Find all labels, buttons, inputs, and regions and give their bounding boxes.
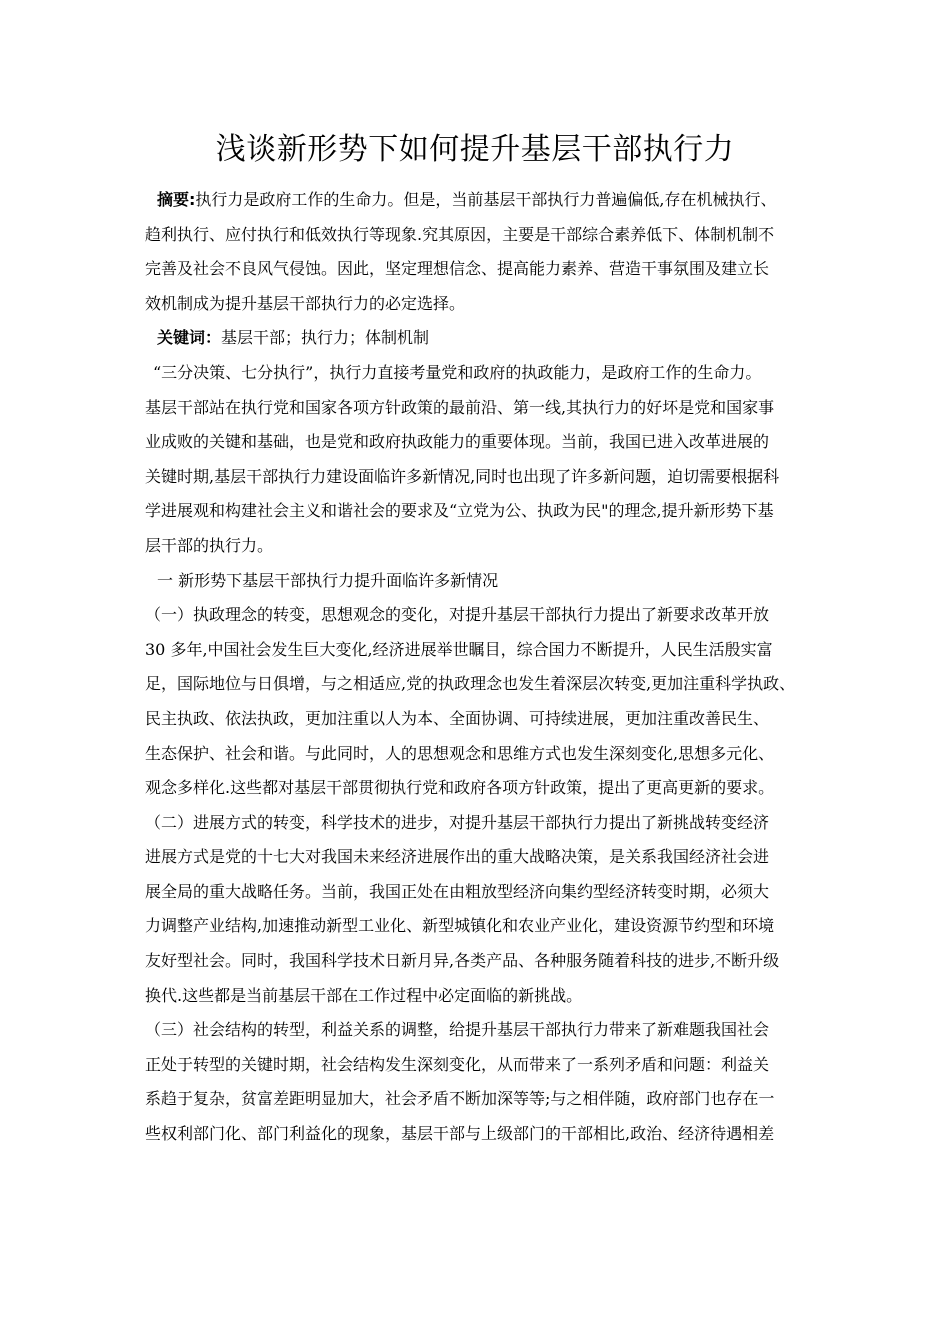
abstract-line: 趋利执行、应付执行和低效执行等现象.究其原因，主要是干部综合素养低下、体制机制不 (145, 224, 775, 244)
subsection-2-line: （二）进展方式的转变，科学技术的进步，对提升基层干部执行力提出了新挑战转变经济 (145, 812, 770, 832)
subsection-2-line: 换代.这些都是当前基层干部在工作过程中必定面临的新挑战。 (145, 985, 583, 1005)
subsection-2-line: 力调整产业结构,加速推动新型工业化、新型城镇化和农业产业化，建设资源节约型和环境 (145, 916, 775, 936)
keywords-text: 基层干部；执行力；体制机制 (221, 328, 430, 348)
subsection-3-line: 系趋于复杂，贫富差距明显加大，社会矛盾不断加深等等;与之相伴随，政府部门也存在一 (145, 1089, 775, 1109)
subsection-1-line: 生态保护、社会和谐。与此同时，人的思想观念和思维方式也发生深刻变化,思想多元化、 (145, 743, 775, 763)
subsection-1-line: 民主执政、依法执政，更加注重以人为本、全面协调、可持续进展，更加注重改善民生、 (145, 708, 770, 728)
subsection-3-line: 些权利部门化、部门利益化的现象，基层干部与上级部门的干部相比,政治、经济待遇相差 (145, 1124, 775, 1144)
subsection-3-line: 正处于转型的关键时期，社会结构发生深刻变化，从而带来了一系列矛盾和问题：利益关 (145, 1054, 770, 1074)
subsection-1-line: 观念多样化.这些都对基层干部贯彻执行党和政府各项方针政策，提出了更高更新的要求。 (145, 778, 775, 798)
keywords-line (145, 321, 825, 356)
intro-line: 层干部的执行力。 (145, 535, 274, 555)
document-body (145, 183, 825, 1152)
subsection-1-line: 30 多年,中国社会发生巨大变化,经济进展举世瞩目，综合国力不断提升，人民生活殷实富 (145, 639, 773, 659)
abstract-line: 效机制成为提升基层干部执行力的必定选择。 (145, 293, 466, 313)
document-title: 浅谈新形势下如何提升基层干部执行力 (215, 132, 735, 167)
keywords-label: 关键词： (157, 328, 222, 348)
intro-line: 关键时期,基层干部执行力建设面临许多新情况,同时也出现了许多新问题，迫切需要根据科 (145, 466, 780, 486)
abstract-line: 完善及社会不良风气侵蚀。因此，坚定理想信念、提高能力素养、营造干事氛围及建立长 (145, 259, 770, 279)
subsection-1-line: （一）执政理念的转变，思想观念的变化，对提升基层干部执行力提出了新要求改革开放 (145, 605, 770, 625)
subsection-3-line: （三）社会结构的转型，利益关系的调整，给提升基层干部执行力带来了新难题我国社会 (145, 1020, 770, 1040)
intro-line: “三分决策、七分执行”，执行力直接考量党和政府的执政能力，是政府工作的生命力。 (153, 362, 762, 382)
intro-line: 业成败的关键和基础，也是党和政府执政能力的重要体现。当前，我国已进入改革进展的 (145, 432, 770, 452)
subsection-2-line: 展全局的重大战略任务。当前，我国正处在由粗放型经济向集约型经济转变时期，必须大 (145, 881, 770, 901)
subsection-2-line: 进展方式是党的十七大对我国未来经济进展作出的重大战略决策，是关系我国经济社会进 (145, 847, 770, 867)
intro-line: 学进展观和构建社会主义和谐社会的要求及“立党为公、执政为民"的理念,提升新形势下基 (145, 501, 774, 521)
subsection-2-line: 友好型社会。同时，我国科学技术日新月异,各类产品、各种服务随着科技的进步,不断升级 (145, 951, 780, 971)
abstract-label: 摘要: (157, 190, 196, 209)
intro-line: 基层干部站在执行党和国家各项方针政策的最前沿、第一线,其执行力的好坏是党和国家事 (145, 397, 775, 417)
section-heading: 一 新形势下基层干部执行力提升面临许多新情况 (157, 570, 499, 590)
subsection-1-line: 足，国际地位与日俱增，与之相适应,党的执政理念也发生着深层次转变,更加注重科学执政、 (145, 674, 796, 694)
abstract-line (145, 183, 825, 218)
abstract-text: 执行力是政府工作的生命力。但是，当前基层干部执行力普遍偏低,存在机械执行、 (195, 190, 777, 209)
